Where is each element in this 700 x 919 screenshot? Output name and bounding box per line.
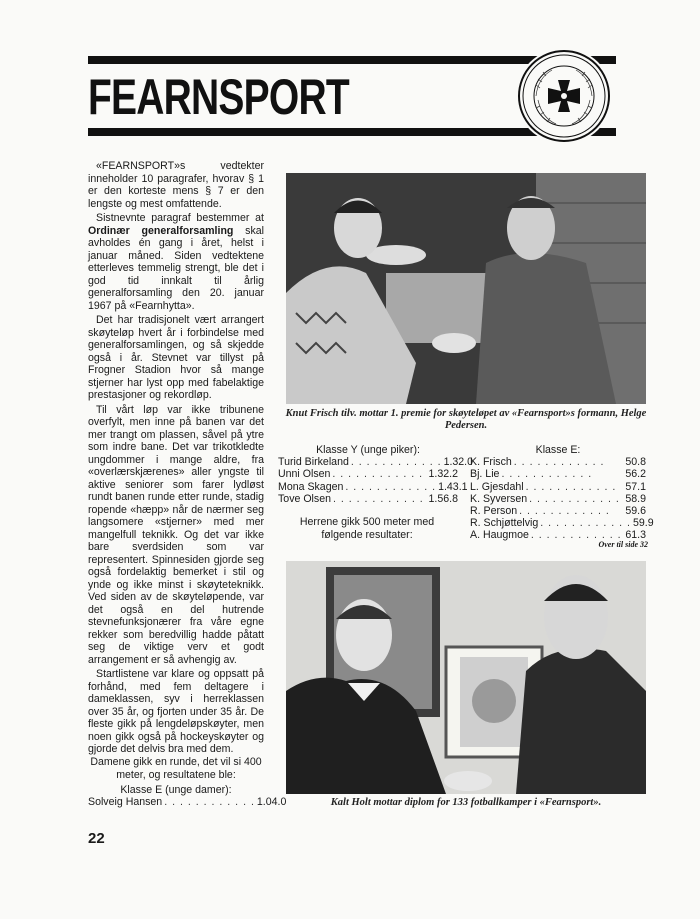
- article-paragraph: Sistnevnte paragraf bestemmer at Ordinær generalforsamling skal avholdes én gang i året, helst i januar måned. Siden vedtektene etterleves temmelig strengt, ble det i god tid innkalt til årlig generalforsamling den 20. januar 1967 på «Fearnhytta».: [88, 212, 264, 312]
- result-row: Mona Skagen . . . . . . . . . . . . 1.43.1: [278, 480, 468, 493]
- result-row: Turid Birkeland . . . . . . . . . . . . 1.32.0: [278, 456, 474, 469]
- result-row: R. Person . . . . . . . . . . . . 59.6: [470, 505, 646, 518]
- continued-note: Over til side 32: [598, 540, 648, 549]
- result-row: L. Gjesdahl . . . . . . . . . . . . 57.1: [470, 480, 646, 493]
- article-paragraph: Det har tradisjonelt vært arrangert skøyteløp hvert år i forbindelse med generalforsamlingen, og så skjedde også i år. Stevnet var tillyst på Frogner Stadion hvor så mange stjerner har lyst opp med fabelaktige prestasjoner og rekordløp.: [88, 314, 264, 401]
- article-paragraph: «FEARNSPORT»s vedtekter inneholder 10 paragrafer, hvorav § 1 er den korteste mens § 7 er den lengste og mest omfattende.: [88, 160, 264, 210]
- club-emblem-icon: [516, 48, 612, 144]
- photo-diploma: [286, 561, 646, 794]
- result-row: K. Syversen . . . . . . . . . . . . 58.9: [470, 492, 646, 505]
- results-klasse-y: [278, 444, 474, 505]
- result-row: Unni Olsen . . . . . . . . . . . . 1.32.2: [278, 468, 458, 481]
- result-row: Bj. Lie . . . . . . . . . . . . 56.2: [470, 468, 646, 481]
- results-header: Klasse Y (unge piker):: [316, 444, 420, 456]
- page-number: 22: [88, 830, 105, 847]
- photo-caption: Kalt Holt mottar diplom for 133 fotballkamper i «Fearnsport».: [330, 797, 602, 808]
- article-paragraph: Til vårt løp var ikke tribunene overfylt, men inne på banen var det mer trangt om plassen, såvel på ytre som indre bane. Det var trikotkledte ungdommer i mange aldre, fra «overlærskjærenes» aller yngste til aktive seniorer som farer lydløst rundt banen runde etter runde, stadig ropende «hæpp» når de nærmer seg langsomere «stjerner» med mer mangelfull teknikk. Og det var ikke bare sverdsiden som var representert. Spinnesiden gjorde seg også fordelaktig bemerket i stil og ynde og ikke minst i skøyteteknikk. Ved siden av de skøyteløpende, var det også en del hutrende stevnefunksjonærer fra våre egne rekker som beredvillig hadde påtatt seg de viktige verv et godt arrangement er så avhengig av.: [88, 403, 264, 666]
- damene-text: Damene gikk en runde, det vil si 400 meter, og resultatene ble:: [90, 756, 262, 781]
- results-header: Klasse E:: [535, 444, 581, 456]
- result-row: K. Frisch . . . . . . . . . . . . 50.8: [470, 456, 646, 469]
- article-body: [88, 160, 264, 758]
- article-paragraph: Startlistene var klare og oppsatt på forhånd, med fem deltagere i dameklassen, syv i herreklassen over 35 år, og fjorten under 35 år. De fleste gikk på lengdeløpskøyter, men noen gikk også på hockeyskøyter og gjorde det delvis bra med dem.: [88, 668, 264, 755]
- section-heading: Ordinær generalforsamling: [88, 224, 234, 237]
- results-klasse-e-damer: [88, 784, 287, 809]
- photo-prize-handshake: [286, 173, 646, 404]
- photo-caption: Knut Frisch tilv. mottar 1. premie for skøyteløpet av «Fearnsport»s formann, Helge Pedersen.: [285, 408, 647, 431]
- result-row: Tove Olsen . . . . . . . . . . . . 1.56.8: [278, 492, 458, 505]
- result-row: R. Schjøttelvig . . . . . . . . . . . . 59.9: [470, 517, 654, 530]
- page-title: FEARNSPORT: [88, 69, 349, 125]
- herrene-text: Herrene gikk 500 meter med følgende resultater:: [299, 516, 435, 541]
- result-row: Solveig Hansen . . . . . . . . . . . . 1.04.0: [88, 796, 287, 809]
- results-klasse-e: [470, 444, 654, 542]
- results-header: Klasse E (unge damer):: [120, 784, 232, 796]
- result-row: A. Haugmoe . . . . . . . . . . . . 61.3: [470, 529, 646, 542]
